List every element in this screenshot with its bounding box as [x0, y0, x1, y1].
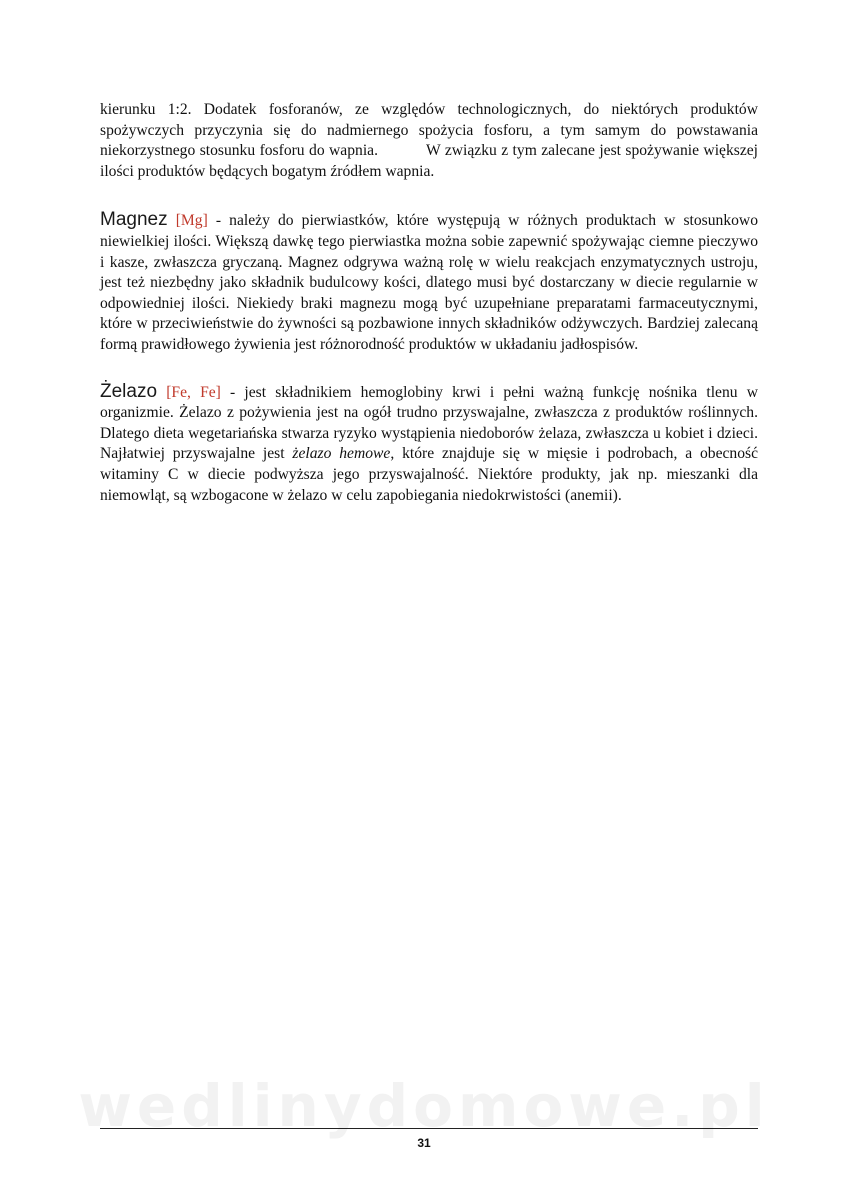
magnesium-symbol: [Mg] — [175, 212, 208, 230]
paragraph-phosphorus-calcium — [100, 100, 758, 182]
footer-divider — [100, 1128, 758, 1129]
intro-text-part-2: W związku z tym zalecane jest spożywanie większej ilości produktów będących bogatym źródłem wapnia. — [100, 142, 758, 180]
paragraph-magnesium — [100, 210, 758, 355]
paragraph-iron — [100, 382, 758, 507]
iron-body-part-2: , które znajduje się w mięsie i podrobach, a obecność witaminy C w diecie podwyższa jego przyswajalność. Niektóre produkty, jak np. mieszanki dla niemowląt, są wzbogacone w żelazo w celu zapobiegania niedokrwistości (anemii). — [100, 445, 759, 504]
iron-heading: Żelazo — [100, 380, 158, 402]
magnesium-heading: Magnez — [100, 209, 168, 231]
intro-text-part-1: kierunku 1:2. Dodatek fosforanów, ze względów technologicznych, do niektórych produktów spożywczych przyczynia się do nadmiernego spożycia fosforu, a tym samym do powstawania niekorzystnego stosunku fosforu do wapnia. — [100, 101, 758, 160]
site-watermark: wedlinydomowe.pl — [78, 1072, 770, 1140]
document-body — [100, 100, 758, 506]
iron-italic-term: żelazo hemowe — [292, 445, 391, 463]
iron-symbol: [Fe, Fe] — [166, 383, 221, 401]
magnesium-body: - należy do pierwiastków, które występują w różnych produktach w stosunkowo niewielkiej ilości. Większą dawkę tego pierwiastka można sobie zapewnić spożywając ciemne pieczywo i kasze, zwłaszcza gryczaną. Magnez odgrywa ważną rolę w wielu reakcjach enzymatycznych ustroju, jest też niezbędny jako składnik budulcowy kości, dlatego musi być dostarczany w diecie regularnie w odpowiedniej ilości. Niekiedy braki magnezu mogą być uzupełniane preparatami farmaceutycznymi, które w przeciwieństwie do żywności są pozbawione innych składników odżywczych. Bardziej zalecaną formą prawidłowego żywienia jest różnorodność produktów w układaniu jadłospisów. — [100, 212, 758, 353]
iron-body-part-1: - jest składnikiem hemoglobiny krwi i pełni ważną funkcję nośnika tlenu w organizmie. Żelazo z pożywienia jest na ogół trudno przyswajalne, zwłaszcza z produktów roślinnych. Dlatego dieta wegetariańska stwarza ryzyko wystąpienia niedoborów żelaza, zwłaszcza u kobiet i dzieci. Najłatwiej przyswajalne jest — [100, 383, 758, 463]
page-number: 31 — [417, 1136, 431, 1150]
